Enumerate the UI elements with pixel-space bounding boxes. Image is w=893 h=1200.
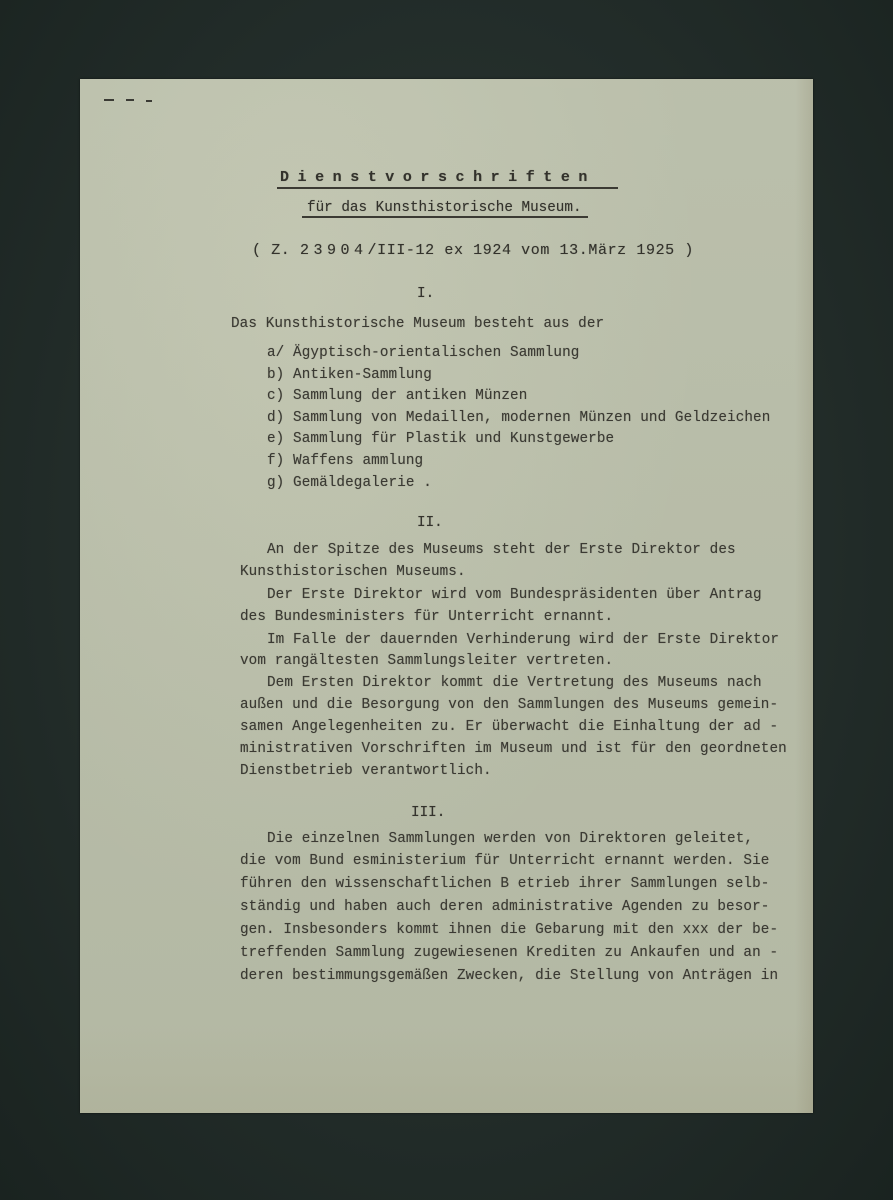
section-numeral: I.	[417, 286, 435, 302]
list-item: d) Sammlung von Medaillen, modernen Münzen und Geldzeichen	[267, 410, 771, 426]
text-line: treffenden Sammlung zugewiesenen Krediten zu Ankaufen und an -	[240, 945, 779, 961]
subtitle-underline	[302, 216, 588, 218]
reference-line	[252, 242, 694, 259]
section-intro: Das Kunsthistorische Museum besteht aus der	[231, 316, 605, 332]
text-line: deren bestimmungsgemäßen Zwecken, die Stellung von Anträgen in	[240, 968, 779, 984]
text-line: außen und die Besorgung von den Sammlungen des Museums gemein-	[240, 697, 779, 713]
text-line: Der Erste Direktor wird vom Bundespräsidenten über Antrag	[267, 587, 762, 603]
document-subtitle: für das Kunsthistorische Museum.	[307, 200, 582, 216]
text-line: vom rangältesten Sammlungsleiter vertreten.	[240, 653, 614, 669]
text-line: gen. Insbesonders kommt ihnen die Gebarung mit den xxx der be-	[240, 922, 779, 938]
text-line: führen den wissenschaftlichen B etrieb ihrer Sammlungen selb-	[240, 876, 770, 892]
list-item: f) Waffens ammlung	[267, 453, 424, 469]
text-line: samen Angelegenheiten zu. Er überwacht die Einhaltung der ad -	[240, 719, 779, 735]
list-item: e) Sammlung für Plastik und Kunstgewerbe	[267, 431, 615, 447]
reference-number: 23904	[300, 242, 368, 259]
text-line: die vom Bund esministerium für Unterricht ernannt werden. Sie	[240, 853, 770, 869]
paper-shading-bottom	[80, 1023, 813, 1113]
title-underline	[277, 187, 618, 189]
text-line: Dienstbetrieb verantwortlich.	[240, 763, 492, 779]
list-item: g) Gemäldegalerie .	[267, 475, 432, 491]
text-line: Kunsthistorischen Museums.	[240, 564, 466, 580]
paper-shading-right	[795, 79, 813, 1113]
text-line: des Bundesministers für Unterricht ernannt.	[240, 609, 614, 625]
document-page	[80, 79, 813, 1113]
reference-open: ( Z.	[252, 242, 291, 259]
text-line: Im Falle der dauernden Verhinderung wird der Erste Direktor	[267, 632, 780, 648]
text-line: Die einzelnen Sammlungen werden von Direktoren geleitet,	[267, 831, 754, 847]
list-item: b) Antiken-Sammlung	[267, 367, 432, 383]
text-line: ministrativen Vorschriften im Museum und ist für den geordneten	[240, 741, 787, 757]
text-line: An der Spitze des Museums steht der Erste Direktor des	[267, 542, 736, 558]
section-numeral: III.	[411, 805, 446, 821]
reference-rest: /III-12 ex 1924 vom 13.März 1925 )	[367, 242, 694, 259]
list-item: c) Sammlung der antiken Münzen	[267, 388, 528, 404]
document-title: Dienstvorschriften	[280, 169, 596, 186]
text-line: Dem Ersten Direktor kommt die Vertretung des Museums nach	[267, 675, 762, 691]
list-item: a/ Ägyptisch-orientalischen Sammlung	[267, 345, 580, 361]
section-numeral: II.	[417, 515, 443, 531]
text-line: ständig und haben auch deren administrative Agenden zu besor-	[240, 899, 770, 915]
corner-ink-mark	[104, 99, 152, 102]
